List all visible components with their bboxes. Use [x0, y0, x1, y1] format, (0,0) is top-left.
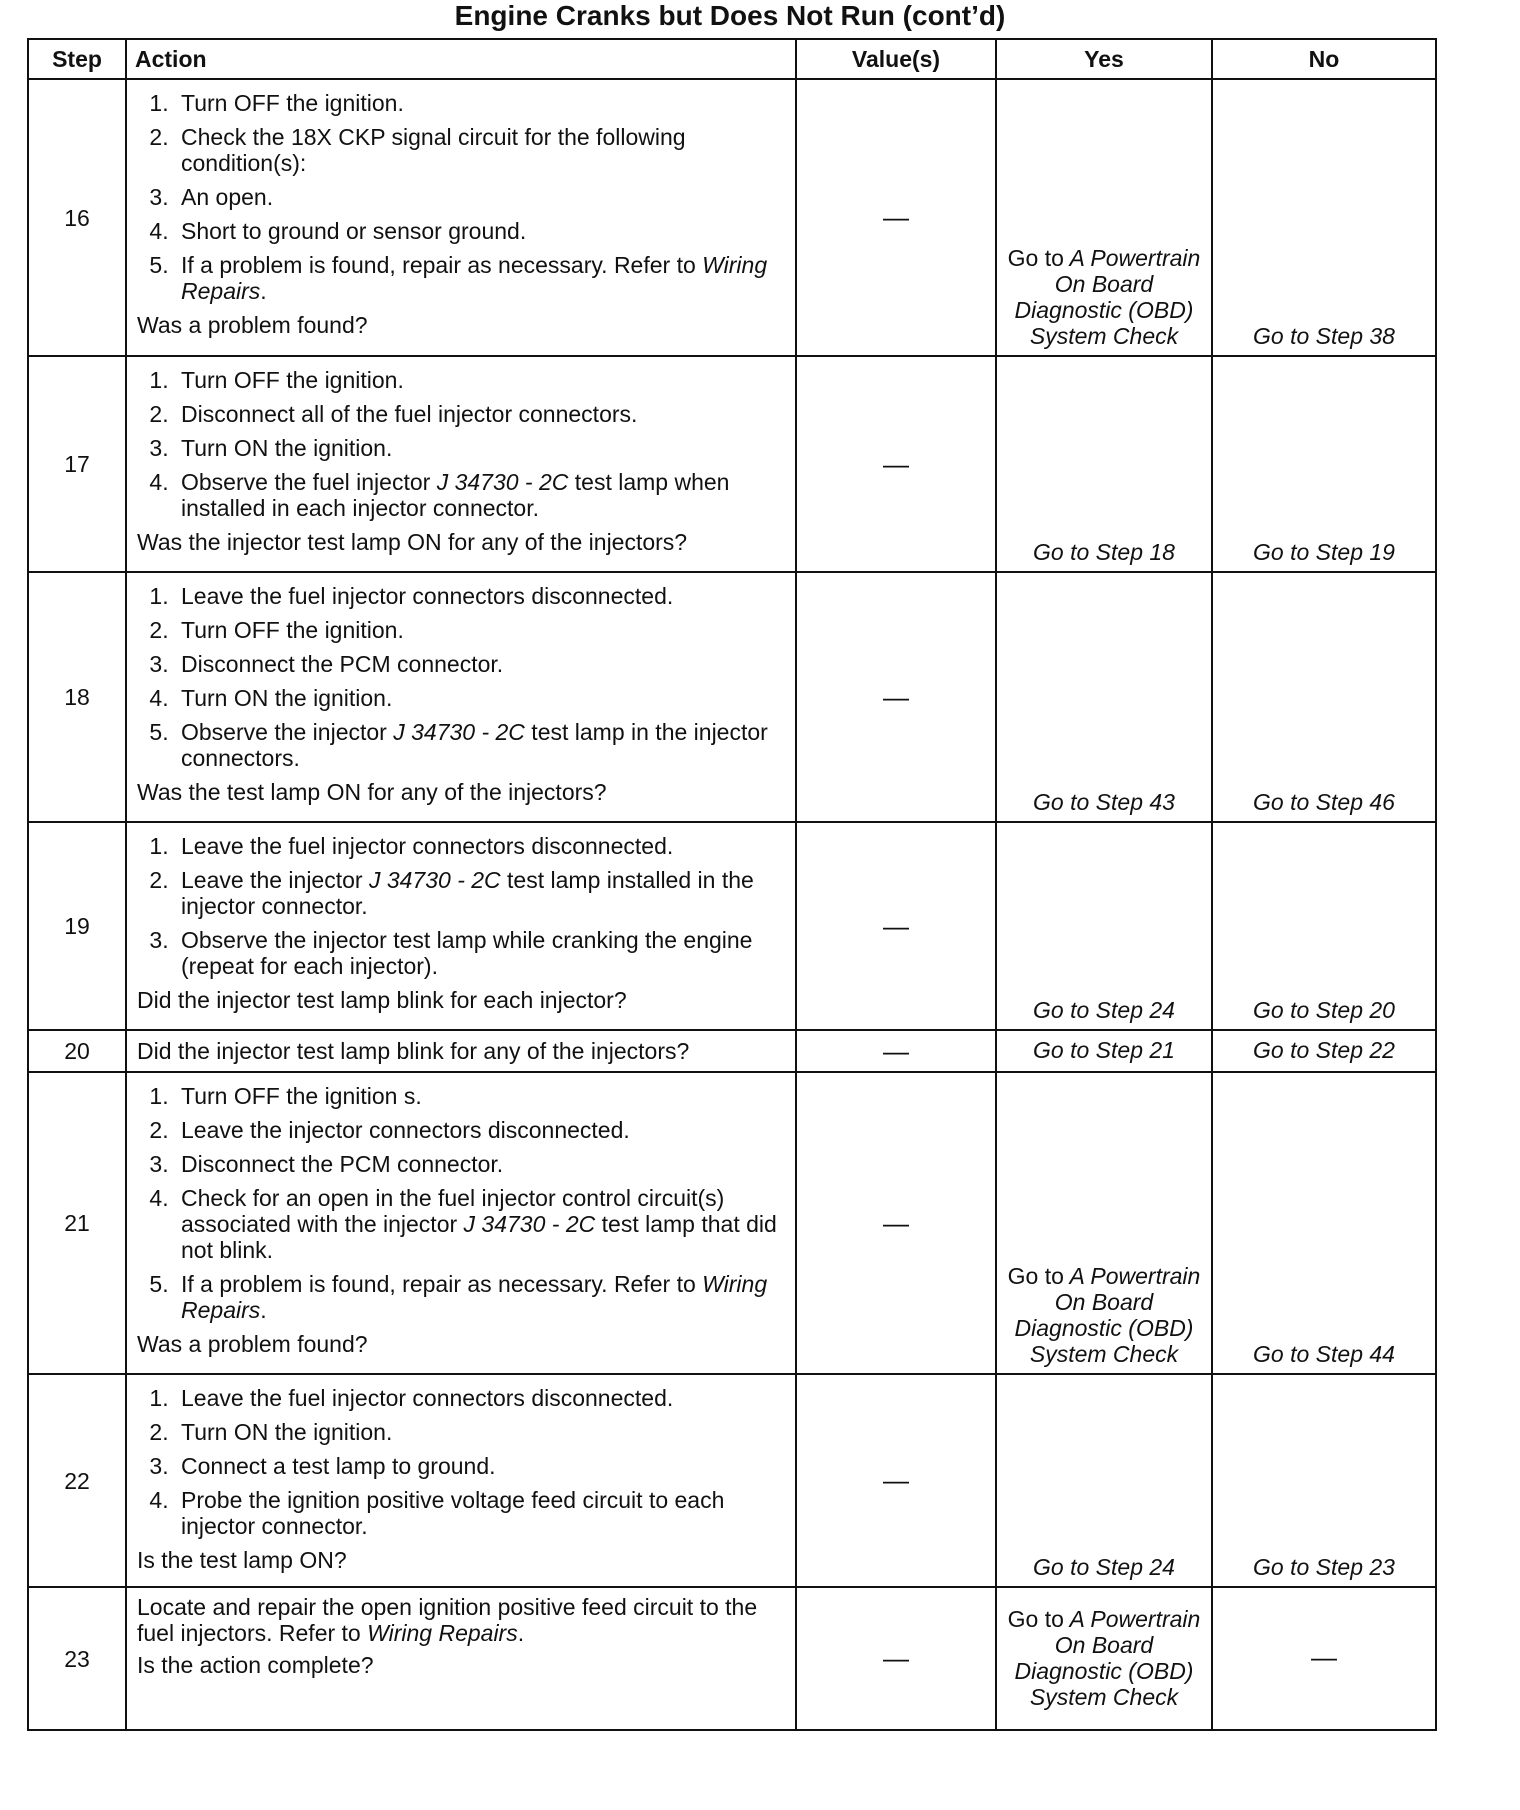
header-yes: Yes [996, 39, 1212, 79]
step-number: 17 [28, 356, 126, 572]
step-number: 16 [28, 79, 126, 356]
step-number: 20 [28, 1030, 126, 1072]
action-question: Was a problem found? [137, 312, 368, 338]
action-step: 5. If a problem is found, repair as necessary. Refer to Wiring Repairs. [175, 252, 785, 304]
diagnostic-table [27, 38, 1437, 1731]
header-step: Step [28, 39, 126, 79]
no-cell: Go to Step 38 [1212, 79, 1436, 356]
action-step: 1. Turn OFF the ignition. [175, 367, 785, 393]
yes-cell: Go to Step 18 [996, 356, 1212, 572]
action-step: 3. Disconnect the PCM connector. [175, 1151, 785, 1177]
header-no: No [1212, 39, 1436, 79]
action-step: 4. Short to ground or sensor ground. [175, 218, 785, 244]
action-steps [137, 1083, 785, 1323]
action-steps [137, 90, 785, 304]
action-step: 2. Check the 18X CKP signal circuit for the following condition(s): [175, 124, 785, 176]
action-cell [126, 1587, 796, 1730]
step-number: 18 [28, 572, 126, 822]
step-number: 23 [28, 1587, 126, 1730]
no-cell: Go to Step 22 [1212, 1030, 1436, 1072]
yes-cell: Go to A Powertrain On Board Diagnostic (OBD) System Check [996, 1587, 1212, 1730]
no-cell: Go to Step 23 [1212, 1374, 1436, 1587]
yes-cell: Go to Step 43 [996, 572, 1212, 822]
action-cell [126, 1030, 796, 1072]
no-cell: Go to Step 20 [1212, 822, 1436, 1030]
value-cell: — [796, 1587, 996, 1730]
table-row [28, 822, 1436, 1030]
action-cell [126, 79, 796, 356]
page-title: Engine Cranks but Does Not Run (cont’d) [454, 0, 1006, 31]
value-cell: — [796, 822, 996, 1030]
value-cell: — [796, 572, 996, 822]
value-cell: — [796, 356, 996, 572]
header-action: Action [126, 39, 796, 79]
action-question: Did the injector test lamp blink for each injector? [137, 987, 627, 1013]
action-steps [137, 833, 785, 979]
action-step: 4. Observe the fuel injector J 34730 - 2C test lamp when installed in each injector connector. [175, 469, 785, 521]
action-step: 4. Turn ON the ignition. [175, 685, 785, 711]
action-steps [137, 583, 785, 771]
action-step: 3. An open. [175, 184, 785, 210]
action-step: 2. Turn OFF the ignition. [175, 617, 785, 643]
value-cell: — [796, 79, 996, 356]
action-question: Was the injector test lamp ON for any of the injectors? [137, 529, 688, 555]
action-step: 1. Leave the fuel injector connectors disconnected. [175, 583, 785, 609]
table-row [28, 1587, 1436, 1730]
action-question: Is the action complete? [137, 1652, 374, 1678]
yes-cell: Go to A Powertrain On Board Diagnostic (OBD) System Check [996, 79, 1212, 356]
action-question: Did the injector test lamp blink for any of the injectors? [137, 1038, 690, 1064]
action-step: 2. Leave the injector J 34730 - 2C test lamp installed in the injector connector. [175, 867, 785, 919]
action-cell [126, 822, 796, 1030]
action-step: 4. Check for an open in the fuel injector control circuit(s) associated with the injector J 34730 - 2C test lamp that did not blink. [175, 1185, 785, 1263]
action-cell [126, 1374, 796, 1587]
no-cell: Go to Step 44 [1212, 1072, 1436, 1374]
step-number: 21 [28, 1072, 126, 1374]
value-cell: — [796, 1374, 996, 1587]
action-step: 3. Observe the injector test lamp while cranking the engine (repeat for each injector). [175, 927, 785, 979]
table-row [28, 356, 1436, 572]
action-cell [126, 572, 796, 822]
action-step: 4. Probe the ignition positive voltage feed circuit to each injector connector. [175, 1487, 785, 1539]
action-steps [137, 1385, 785, 1539]
action-steps [137, 367, 785, 521]
yes-cell: Go to Step 24 [996, 822, 1212, 1030]
no-cell: Go to Step 46 [1212, 572, 1436, 822]
table-row [28, 1374, 1436, 1587]
action-step: 3. Turn ON the ignition. [175, 435, 785, 461]
action-question: Was a problem found? [137, 1331, 368, 1357]
header-row [28, 39, 1436, 79]
action-step: 2. Leave the injector connectors disconnected. [175, 1117, 785, 1143]
action-step: 3. Disconnect the PCM connector. [175, 651, 785, 677]
yes-cell: Go to Step 21 [996, 1030, 1212, 1072]
action-text: Locate and repair the open ignition positive feed circuit to the fuel injectors. Refer to Wiring Repairs. [137, 1594, 758, 1646]
table-row [28, 79, 1436, 356]
action-step: 1. Turn OFF the ignition. [175, 90, 785, 116]
value-cell: — [796, 1072, 996, 1374]
action-step: 5. Observe the injector J 34730 - 2C test lamp in the injector connectors. [175, 719, 785, 771]
table-row [28, 1072, 1436, 1374]
action-step: 3. Connect a test lamp to ground. [175, 1453, 785, 1479]
action-step: 1. Turn OFF the ignition s. [175, 1083, 785, 1109]
action-question: Is the test lamp ON? [137, 1547, 347, 1573]
table-row [28, 1030, 1436, 1072]
action-cell [126, 1072, 796, 1374]
action-question: Was the test lamp ON for any of the injectors? [137, 779, 607, 805]
action-step: 2. Turn ON the ignition. [175, 1419, 785, 1445]
step-number: 22 [28, 1374, 126, 1587]
header-values: Value(s) [796, 39, 996, 79]
action-step: 2. Disconnect all of the fuel injector connectors. [175, 401, 785, 427]
no-cell: — [1212, 1587, 1436, 1730]
yes-cell: Go to A Powertrain On Board Diagnostic (OBD) System Check [996, 1072, 1212, 1374]
action-step: 1. Leave the fuel injector connectors disconnected. [175, 1385, 785, 1411]
action-step: 5. If a problem is found, repair as necessary. Refer to Wiring Repairs. [175, 1271, 785, 1323]
table-row [28, 572, 1436, 822]
no-cell: Go to Step 19 [1212, 356, 1436, 572]
action-step: 1. Leave the fuel injector connectors disconnected. [175, 833, 785, 859]
yes-cell: Go to Step 24 [996, 1374, 1212, 1587]
step-number: 19 [28, 822, 126, 1030]
action-cell [126, 356, 796, 572]
value-cell: — [796, 1030, 996, 1072]
